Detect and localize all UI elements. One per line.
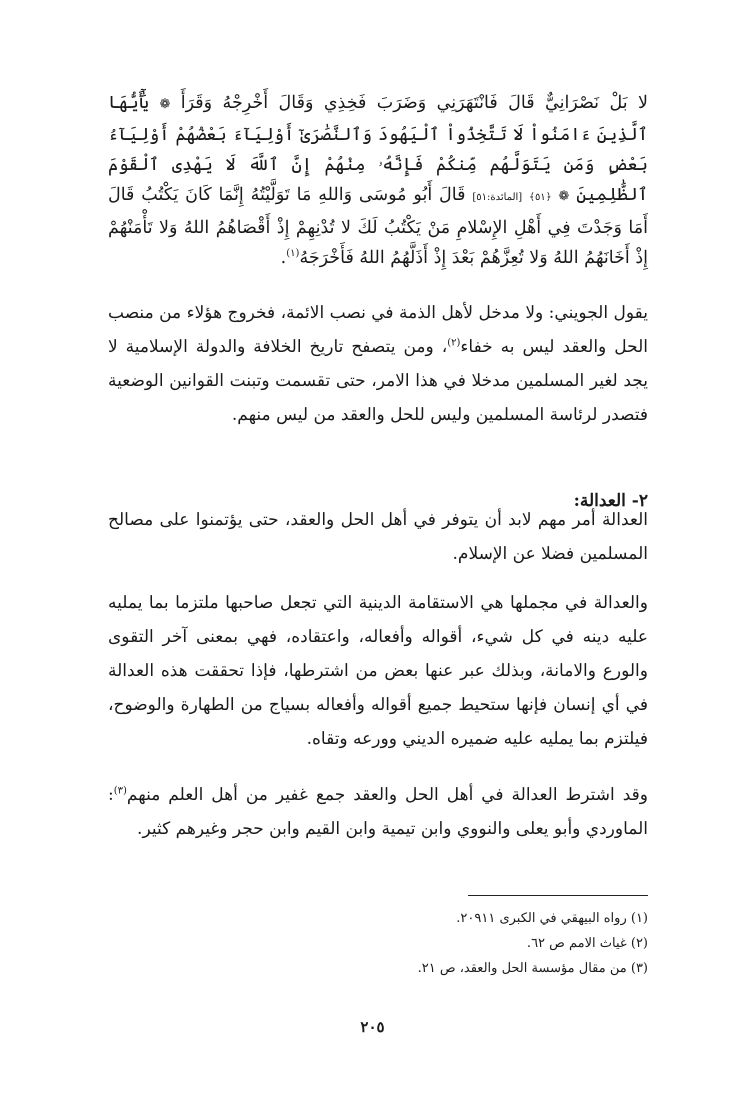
footnote-text: من مقال مؤسسة الحل والعقد، ص ٢١. (417, 961, 627, 976)
page-number: ٢٠٥ (360, 1018, 385, 1036)
footnote-marker-2[interactable]: (٢) (447, 337, 461, 349)
paragraph-justice-definition: والعدالة في مجملها هي الاستقامة الدينية التي تجعل صاحبها ملتزما بما يمليه عليه دينه في كل شيء، أقواله وأفعاله، واعتقاده، فهي بمعنى آخر التقوى والورع والامانة، وبذلك عبر عنها بعض من اشترطها، فإذا تحققت هذه العدالة في أي إنسان فإنها ستحيط جميع أقواله وأفعاله بسياج من الطهارة والوضوح، فيلتزم بما يمليه عليه ضميره الديني وورعه وتقاه. (108, 593, 648, 749)
surah-reference: [المائدة:٥١] (472, 192, 523, 203)
ayah-number: ﴿٥١﴾ (529, 192, 552, 203)
quran-bracket-open-icon: ❁ (159, 97, 171, 112)
paragraph1-part2: ، ومن يتصفح تاريخ الخلافة والدولة الإسلامية لا يجد لغير المسلمين مدخلا في هذا الامر، حتى تقسمت وتبنت القوانين الوضعية فتصدر لرئاسة المسلمين وليس للحل والعقد من ليس منهم. (108, 337, 648, 425)
hadith-end: . (280, 248, 287, 268)
quran-bracket-close-icon: ❁ (558, 189, 570, 204)
footnote-text: غياث الامم ص ٦٢. (526, 936, 627, 951)
paragraph1-part1: يقول الجويني: ولا مدخل لأهل الذمة في نصب الائمة، فخروج هؤلاء من منصب الحل والعقد ليس به خفاء (108, 303, 648, 357)
footnote-item (108, 931, 648, 956)
paragraph-scholars (108, 778, 648, 846)
section-heading: ٢- العدالة: (573, 491, 648, 511)
footnote-marker-3[interactable]: (٣) (113, 785, 127, 797)
paragraph4-part1: وقد اشترط العدالة في أهل الحل والعقد جمع غفير من أهل العلم منهم (126, 785, 648, 805)
footnote-marker-1[interactable]: (١) (286, 248, 300, 260)
paragraph-juwayni (108, 296, 648, 432)
paragraph-justice-importance: العدالة أمر مهم لابد أن يتوفر في أهل الحل والعقد، حتى يؤتمنوا على مصالح المسلمين فضلا عن الإسلام. (108, 510, 648, 564)
quran-verse-text: يَٰٓأَيُّهَا ٱلَّذِينَ ءَامَنُواْ لَا تَتَّخِذُواْ ٱلْيَهُودَ وَٱلنَّصَٰرَىٰٓ أَوْلِيَآءَ بَعْضُهُمْ أَوْلِيَآءُ بَعْضٍ وَمَن يَتَوَلَّهُم مِّنكُمْ فَإِنَّهُۥ مِنْهُمْ إِنَّ ٱللَّهَ لَا يَهْدِى ٱلْقَوْمَ ٱلظَّٰلِمِينَ (108, 93, 648, 205)
footnote-text: رواه البيهقي في الكبرى ٢٠٩١١. (456, 911, 627, 926)
footnotes-section (108, 906, 648, 981)
hadith-text-part2: قَالَ أَبُو مُوسَى وَاللهِ مَا تَوَلَّيْتُهُ إِنَّمَا كَانَ يَكْتُبُ قَالَ أَمَا وَجَدْتَ فِي أَهْلِ الإِسْلامِ مَنْ يَكْتُبُ لَكَ لا تُدْنِهِمْ إِذْ أَقْصَاهُمُ اللهُ وَلا تَأْمَنْهُمْ إِذْ أَخَانَهُمُ اللهُ وَلا تُعِزَّهُمْ بَعْدَ إِذْ أَذَلَّهُمُ اللهُ فَأَخْرَجَهُ (108, 185, 648, 268)
hadith-quote-block (108, 88, 648, 273)
footnote-item (108, 906, 648, 931)
footnote-number: (٣) (630, 961, 648, 976)
footnote-divider (468, 895, 648, 896)
hadith-text-part1: لا بَلْ نَصْرَانِيٌّ قَالَ فَانْتَهَرَنِي وَضَرَبَ فَخِذِي وَقَالَ أَخْرِجْهُ وَقَرَأَ (170, 93, 648, 113)
footnote-number: (١) (630, 911, 648, 926)
footnote-number: (٢) (630, 936, 648, 951)
paragraph4-part2: : الماوردي وأبو يعلى والنووي وابن تيمية وابن القيم وابن حجر وغيرهم كثير. (108, 785, 648, 839)
footnote-item (108, 956, 648, 981)
